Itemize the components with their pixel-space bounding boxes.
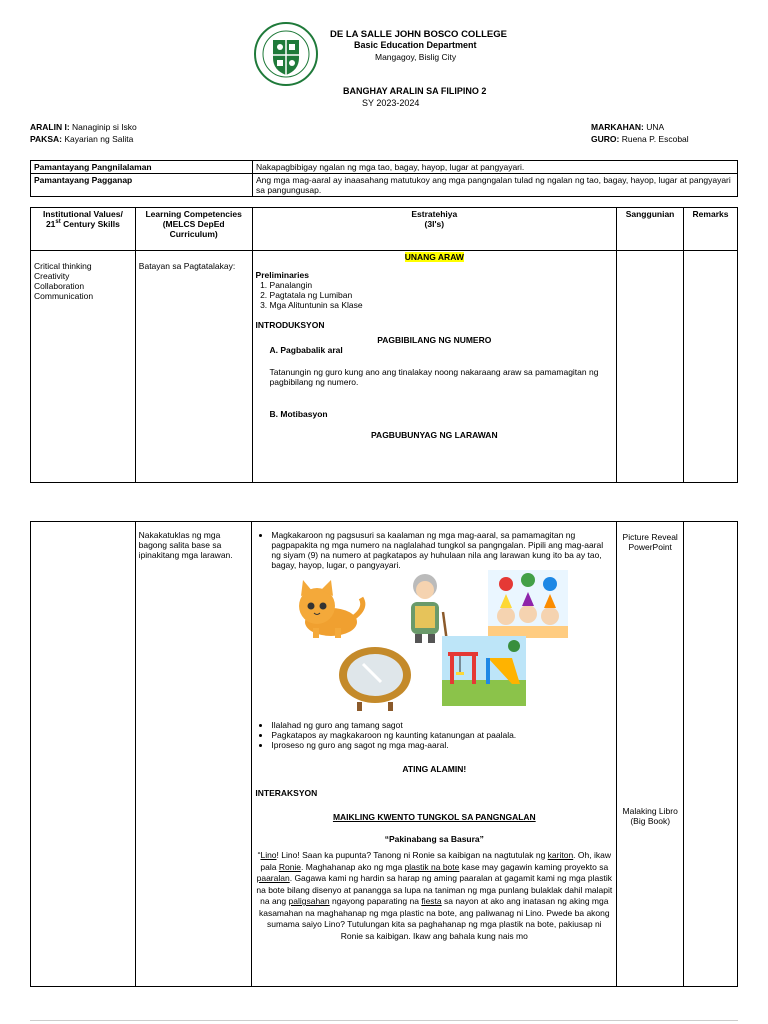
- page-divider: [30, 1020, 738, 1021]
- standard-label: Pamantayang Pangnilalaman: [31, 161, 253, 174]
- interaksyon-heading: INTERAKSYON: [255, 788, 318, 798]
- school-seal-logo: [253, 22, 319, 86]
- paksa-line: PAKSA: Kayarian ng Salita: [30, 134, 134, 144]
- school-location: Mangagoy, Bislig City: [375, 52, 457, 62]
- column-header-competencies: Learning Competencies (MELCS DepEd Curriculum): [135, 208, 252, 251]
- list-item: 2. Pagtatala ng Lumiban: [270, 290, 614, 300]
- pagbubunyag-heading: PAGBUBUNYAG NG LARAWAN: [371, 430, 498, 440]
- competency-cell: Batayan sa Pagtatalakay:: [135, 251, 252, 483]
- strategy-cell: [252, 251, 617, 483]
- list-item: • Iproseso ng guro ang sagot ng mga mag-aaral.: [271, 740, 613, 750]
- standards-table: [30, 160, 738, 197]
- school-year: SY 2023-2024: [362, 98, 420, 108]
- bullet-list: [255, 720, 613, 750]
- image-area: [255, 570, 613, 720]
- table-row: [31, 522, 738, 987]
- column-header-reference: Sanggunian: [617, 208, 684, 251]
- markahan-line: MARKAHAN: UNA: [591, 122, 665, 132]
- list-item: • Pagkatapos ay magkakaroon ng kaunting katanungan at paalala.: [271, 730, 613, 740]
- standard-value: Nakapagbibigay ngalan ng mga tao, bagay, hayop, lugar at pangyayari.: [253, 161, 738, 174]
- reference-big-book: Malaking Libro (Big Book): [622, 806, 678, 826]
- grandmother-image: [395, 572, 455, 644]
- aralin-line: ARALIN I: Nanaginip si Isko: [30, 122, 137, 132]
- list-item: 1. Panalangin: [270, 280, 614, 290]
- list-item: 3. Mga Alituntunin sa Klase: [270, 300, 614, 310]
- reference-picture-reveal: Picture Reveal PowerPoint: [622, 532, 678, 552]
- bullet-list: [255, 530, 613, 570]
- playground-image: [442, 636, 526, 706]
- table-row: [31, 174, 738, 197]
- department-name: Basic Education Department: [354, 40, 477, 50]
- document-title: BANGHAY ARALIN SA FILIPINO 2: [343, 86, 487, 96]
- story-title: “Pakinabang sa Basura”: [384, 834, 484, 844]
- lesson-table: [30, 207, 738, 483]
- preliminaries-heading: Preliminaries: [255, 270, 309, 280]
- preliminaries-list: [256, 280, 614, 310]
- pagbabalik-aral-label: A. Pagbabalik aral: [269, 345, 343, 355]
- remarks-cell: [684, 522, 738, 987]
- column-header-remarks: Remarks: [684, 208, 738, 251]
- reference-cell: [617, 251, 684, 483]
- strategy-cell: [252, 522, 617, 987]
- party-image: [488, 570, 568, 638]
- table-row: [31, 251, 738, 483]
- pagbibilang-heading: PAGBIBILANG NG NUMERO: [377, 335, 492, 345]
- school-name: DE LA SALLE JOHN BOSCO COLLEGE: [330, 29, 507, 40]
- day-label: UNANG ARAW: [404, 252, 464, 262]
- list-item: • Ilalahad ng guro ang tamang sagot: [271, 720, 613, 730]
- mirror-image: [335, 642, 415, 712]
- pagbabalik-aral-text: Tatanungin ng guro kung ano ang tinalakay noong nakaraang araw sa pamamagitan ng pagbibilang ng numero.: [269, 367, 599, 387]
- column-header-values: Institutional Values/ 21st Century Skills: [31, 208, 136, 251]
- standard-label: Pamantayang Pagganap: [31, 174, 253, 197]
- introduksyon-heading: INTRODUKSYON: [255, 320, 325, 330]
- cat-image: [283, 578, 369, 640]
- list-item: • Magkakaroon ng pagsusuri sa kaalaman ng mga mag-aaral, sa pamamagitan ng pagpapakita ng mga numero na naglalahad tungkol sa pangngalan. Pipili ang mag-aaral ng siyam (9) na numero at pagkatapos ay huhulaan nila ang larawan kung ito ba ay tao, bagay, hayop, lugar, o pangyayari.: [271, 530, 613, 570]
- motibasyon-label: B. Motibasyon: [269, 409, 328, 419]
- table-header-row: [31, 208, 738, 251]
- standard-value: Ang mga mag-aaral ay inaasahang matutukoy ang mga pangngalan tulad ng ngalan ng tao, bagay, hayop, lugar at pangyayari sa pangungusap.: [253, 174, 738, 197]
- guro-line: GURO: Ruena P. Escobal: [591, 134, 689, 144]
- story-text: “Lino! Lino! Saan ka pupunta? Tanong ni Ronie sa kaibigan na nagtutulak ng kariton. Oh, ikaw pala Ronie. Maghahanap ako ng mga plastik na bote kase may gagawin kaming proyekto sa paaralan. Gagawa kami ng hardin sa harap ng aming paaralan at gagamit kami ng mga plastik na bote bilang disenyo at panangga sa lupa na taniman ng mga punlang bulaklak dahil malapit na ang paligsahan ngayong paparating na fiesta sa nayon at ako ang inatasan ng aking mga kasamahan na maghahanap ng mga plastic na bote, ang paliwanag ni Lino. Pwede ba akong sumama saiyo Lino? Tutulungan kita sa paghahanap ng mga plastik na bote, pakiusap ni Ronie sa kaibigan. Ikaw ang bahala kung nais mo: [256, 850, 613, 941]
- ating-alamin-heading: ATING ALAMIN!: [402, 764, 467, 774]
- values-cell: Critical thinking Creativity Collaboration Communication: [31, 251, 136, 483]
- remarks-cell: [684, 251, 738, 483]
- lesson-table-continued: [30, 521, 738, 987]
- reference-cell: [617, 522, 684, 987]
- table-row: [31, 161, 738, 174]
- competency-cell: Nakakatuklas ng mga bagong salita base sa ipinakitang mga larawan.: [135, 522, 252, 987]
- values-cell: [31, 522, 136, 987]
- maikling-kwento-heading: MAIKLING KWENTO TUNGKOL SA PANGNGALAN: [332, 812, 536, 822]
- column-header-strategy: Estratehiya (3I's): [252, 208, 617, 251]
